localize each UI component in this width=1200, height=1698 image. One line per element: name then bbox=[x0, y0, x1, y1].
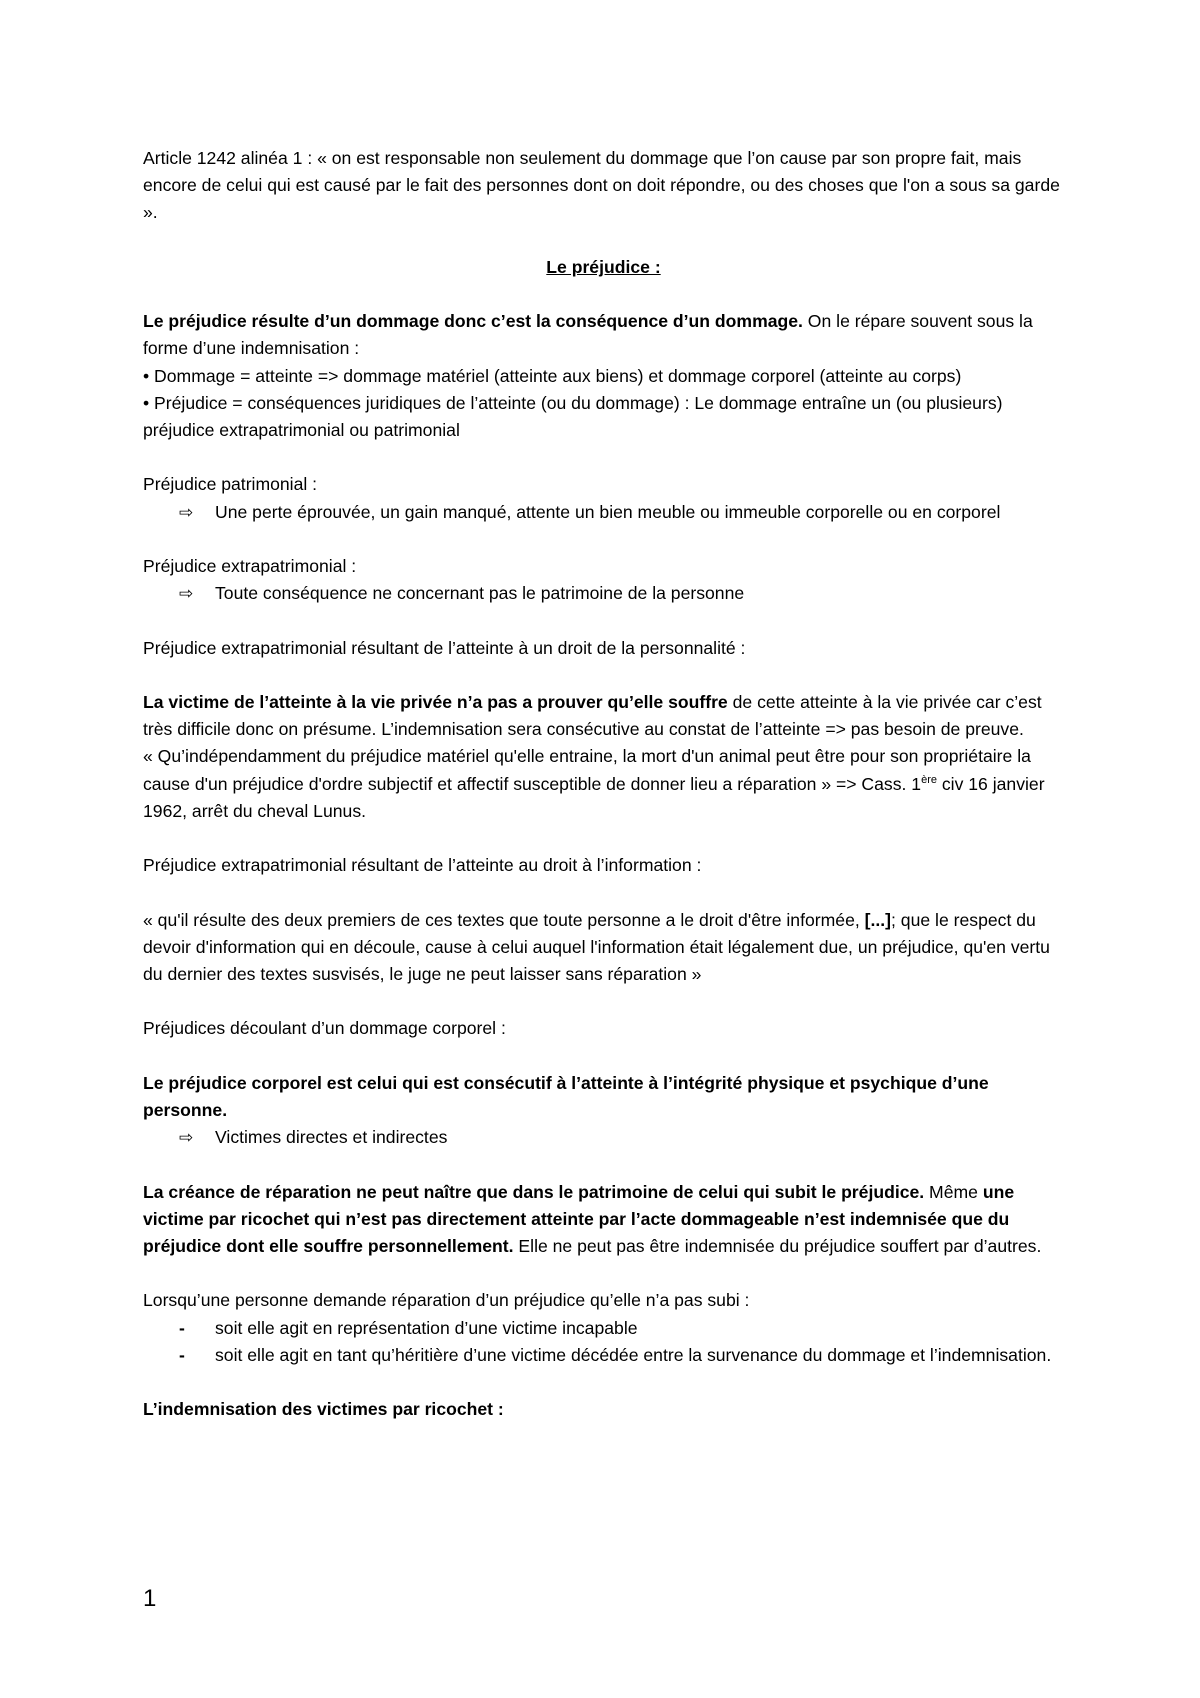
extrapatrimonial-item bbox=[143, 580, 1064, 607]
corporel-definition bbox=[143, 1070, 1064, 1124]
definition-bold: Le préjudice résulte d’un dommage donc c’est la conséquence d’un dommage. bbox=[143, 311, 803, 332]
patrimonial-item-text: Une perte éprouvée, un gain manqué, attente un bien meuble ou immeuble corporelle ou en corporel bbox=[215, 501, 1001, 522]
arrow-icon: ⇨ bbox=[179, 1128, 194, 1148]
bullet-prejudice: • Préjudice = conséquences juridiques de l’atteinte (ou du dommage) : Le dommage entraîne un (ou plusieurs) préjudice extrapatrimonial ou patrimonial bbox=[143, 392, 1003, 440]
lunus-quote-citation: civ 16 janvier 1962, arrêt du cheval Lunus. bbox=[143, 773, 1045, 821]
lunus-quote-superscript: ère bbox=[921, 773, 937, 786]
creance-text-2: Elle ne peut pas être indemnisée du préjudice souffert par d’autres. bbox=[513, 1235, 1042, 1256]
lorsque-item-2 bbox=[143, 1342, 1064, 1369]
page-number: 1 bbox=[143, 1585, 157, 1612]
creance-paragraph bbox=[143, 1179, 1064, 1261]
article-1242-paragraph: Article 1242 alinéa 1 : « on est responsable non seulement du dommage que l’on cause par son propre fait, mais encore de celui qui est causé par le fait des personnes dont on doit répondre, ou des choses que l'on a sous sa garde ». bbox=[143, 148, 1060, 223]
corporel-heading: Préjudices découlant d’un dommage corporel : bbox=[143, 1018, 506, 1039]
bullet-dommage: • Dommage = atteinte => dommage matériel (atteinte aux biens) et dommage corporel (atteinte au corps) bbox=[143, 365, 962, 386]
section-title bbox=[143, 254, 1064, 281]
dash-bullet: - bbox=[179, 1344, 185, 1365]
lorsque-heading: Lorsqu’une personne demande réparation d’un préjudice qu’elle n’a pas subi : bbox=[143, 1290, 750, 1311]
information-heading: Préjudice extrapatrimonial résultant de l’atteinte au droit à l’information : bbox=[143, 855, 702, 876]
lorsque-item-2-text: soit elle agit en tant qu’héritière d’une victime décédée entre la survenance du dommage et l’indemnisation. bbox=[215, 1344, 1052, 1365]
lunus-quote-main: « Qu’indépendamment du préjudice matériel qu'elle entraine, la mort d'un animal peut être pour son propriétaire la cause d'un préjudice d'ordre subjectif et affectif susceptible de donner lieu a réparation » => Cass. 1 bbox=[143, 746, 1031, 794]
lunus-quote bbox=[143, 743, 1064, 825]
patrimonial-heading: Préjudice patrimonial : bbox=[143, 474, 318, 495]
creance-text-1: Même bbox=[924, 1181, 983, 1202]
dash-bullet: - bbox=[179, 1317, 185, 1338]
information-quote-ellipsis: [...] bbox=[864, 909, 892, 930]
extrapatrimonial-heading: Préjudice extrapatrimonial : bbox=[143, 555, 357, 576]
ricochet-heading-text: L’indemnisation des victimes par ricochet : bbox=[143, 1399, 504, 1420]
ricochet-heading bbox=[143, 1396, 1064, 1423]
definition-rest: On le répare souvent sous la forme d’une indemnisation : bbox=[143, 311, 1033, 359]
vie-privee-rest: de cette atteinte à la vie privée car c’est très difficile donc on présume. L’indemnisation sera consécutive au constat de l’atteinte => pas besoin de preuve. bbox=[143, 691, 1042, 740]
vie-privee-bold: La victime de l’atteinte à la vie privée n’a pas a prouver qu’elle souffre bbox=[143, 691, 728, 712]
definition-paragraph bbox=[143, 308, 1064, 362]
extrapatrimonial-item-text: Toute conséquence ne concernant pas le patrimoine de la personne bbox=[215, 583, 745, 604]
section-title-text: Le préjudice : bbox=[546, 256, 661, 277]
arrow-icon: ⇨ bbox=[179, 502, 194, 522]
lorsque-item-1 bbox=[143, 1315, 1064, 1342]
information-quote-end: ; que le respect du devoir d'information qui en découle, cause à celui auquel l'information était légalement due, un préjudice, qu'en vertu du dernier des textes susvisés, le juge ne peut laisser sans réparation » bbox=[143, 909, 1050, 984]
information-quote bbox=[143, 907, 1064, 989]
information-quote-start: « qu'il résulte des deux premiers de ces textes que toute personne a le droit d'être informée, bbox=[143, 909, 865, 930]
lorsque-item-1-text: soit elle agit en représentation d’une victime incapable bbox=[215, 1317, 638, 1338]
corporel-item bbox=[143, 1124, 1064, 1151]
corporel-item-text: Victimes directes et indirectes bbox=[215, 1127, 448, 1148]
vie-privee-paragraph bbox=[143, 689, 1064, 743]
arrow-icon: ⇨ bbox=[179, 584, 194, 604]
creance-bold-1: La créance de réparation ne peut naître que dans le patrimoine de celui qui subit le préjudice. bbox=[143, 1181, 925, 1202]
creance-bold-2: une victime par ricochet qui n’est pas directement atteinte par l’acte dommageable n’est indemnisée que du préjudice dont elle souffre personnellement. bbox=[143, 1181, 1015, 1256]
corporel-definition-bold: Le préjudice corporel est celui qui est consécutif à l’atteinte à l’intégrité physique et psychique d’une personne. bbox=[143, 1072, 989, 1120]
patrimonial-item bbox=[143, 499, 1064, 526]
personnalite-heading: Préjudice extrapatrimonial résultant de l’atteinte à un droit de la personnalité : bbox=[143, 637, 746, 658]
